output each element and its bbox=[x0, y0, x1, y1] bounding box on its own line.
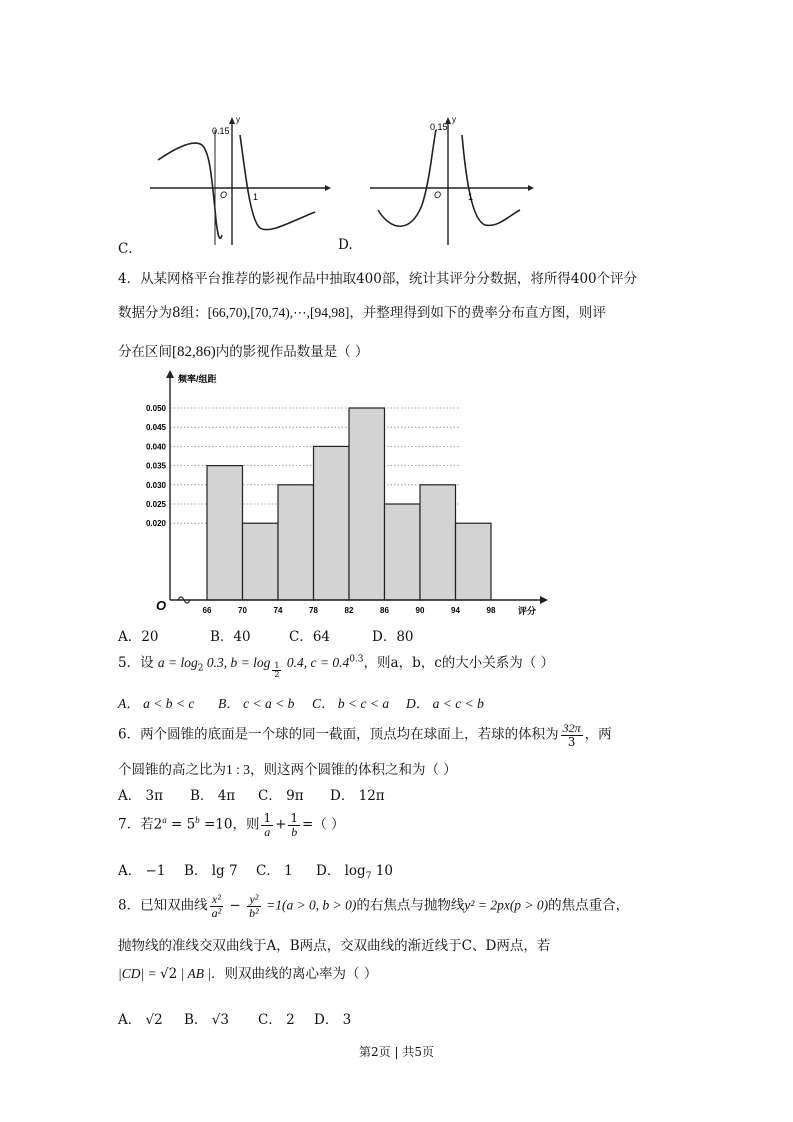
y-tick-label: 0.040 bbox=[145, 442, 166, 452]
q6-option-c: C． 9π bbox=[258, 788, 304, 804]
q7-eq-mid: = 5 bbox=[166, 816, 196, 833]
bar-94-98 bbox=[456, 523, 492, 600]
q5-option-b: B． c < a < b bbox=[218, 696, 295, 711]
q8-cd: |CD| = bbox=[118, 966, 161, 981]
q4-intervals: [66,70),[70,74),⋯,[94,98] bbox=[207, 305, 350, 320]
q5-option-a: A． a < b < c bbox=[118, 696, 195, 711]
q4-option-c: C．64 bbox=[289, 629, 331, 645]
q6-volume-den: 3 bbox=[567, 734, 576, 749]
q5-b-base-den: 2 bbox=[274, 670, 280, 679]
q7-frac1-num: 1 bbox=[263, 811, 272, 825]
q8-line3 bbox=[118, 962, 377, 982]
x-tick-label: 82 bbox=[344, 606, 354, 615]
q6-option-a: A． 3π bbox=[118, 788, 164, 804]
q6-option-b: B． 4π bbox=[190, 788, 236, 804]
q4-line3 bbox=[118, 340, 369, 361]
bar-86-90 bbox=[385, 504, 421, 600]
x-tick-label: 74 bbox=[273, 606, 283, 615]
y-tick-label: 0.045 bbox=[145, 423, 166, 433]
q7-frac1-den: a bbox=[264, 824, 271, 839]
q5-stem bbox=[118, 651, 554, 679]
q4-line1: 4．从某网格平台推荐的影视作品中抽取400部，统计其评分分数据，将所得400个评分 bbox=[118, 271, 638, 287]
q8-line2: 抛物线的准线交双曲线于A，B两点，交双曲线的渐近线于C、D两点，若 bbox=[118, 938, 551, 954]
q6-volume-num: 32π bbox=[562, 721, 581, 735]
option-d-label: D. bbox=[338, 237, 353, 253]
q8-condition: =1(a > 0, b > 0) bbox=[262, 897, 357, 913]
q5-b-expr: b = log bbox=[230, 655, 271, 670]
q5-a-base: 2 bbox=[197, 663, 204, 674]
page-footer: 第2页 | 共5页 bbox=[359, 1045, 434, 1059]
q7-plus: + bbox=[275, 816, 287, 833]
q8-y-den: b² bbox=[249, 905, 259, 920]
q7-option-d-base: 7 bbox=[365, 871, 372, 882]
q6-option-d: D． 12π bbox=[330, 788, 385, 804]
q6-line1 bbox=[118, 722, 612, 748]
option-d-graph bbox=[360, 110, 560, 250]
q4-option-a: A．20 bbox=[118, 629, 159, 645]
q4-interval: [82,86) bbox=[172, 344, 216, 360]
x-tick-label: 90 bbox=[415, 606, 425, 615]
y-tick-label: 0.050 bbox=[145, 404, 166, 413]
q8-minus: − bbox=[225, 897, 246, 914]
q8-ab: | AB | bbox=[177, 966, 212, 981]
x-tick-label: 98 bbox=[486, 606, 496, 615]
q4-line3-a: 分在区间 bbox=[118, 344, 172, 360]
q8-line3-tail: ．则双曲线的离心率为（ ） bbox=[211, 966, 378, 982]
q7-option-d-arg: 10 bbox=[371, 863, 393, 879]
frequency-histogram bbox=[130, 368, 570, 618]
option-c-origin: O bbox=[220, 190, 228, 200]
q4-option-d: D．80 bbox=[372, 629, 414, 645]
q8-line1 bbox=[118, 893, 629, 919]
q6-line2 bbox=[118, 758, 457, 778]
q5-option-c: C． b < c < a bbox=[312, 696, 390, 711]
q8-line1-b: 的右焦点与抛物线 bbox=[356, 897, 465, 914]
q5-b-arg: 0.4, bbox=[283, 655, 311, 670]
q7-tail: =（ ） bbox=[302, 816, 345, 833]
q5-a-arg: 0.3, bbox=[203, 655, 231, 670]
y-tick-label: 0.025 bbox=[145, 500, 166, 509]
option-c-label: C． bbox=[118, 241, 142, 257]
option-d-x-tick: 1 bbox=[468, 192, 474, 202]
option-c-y-axis-label: y bbox=[236, 115, 240, 124]
q7-option-d bbox=[316, 859, 393, 882]
bar-90-94 bbox=[420, 485, 456, 600]
x-tick-label: 94 bbox=[451, 606, 460, 615]
q8-line1-c: 的焦点重合， bbox=[548, 897, 630, 914]
q4-line2-a: 数据分为8组： bbox=[118, 305, 208, 321]
x-tick-label: 70 bbox=[238, 606, 247, 615]
bar-78-82 bbox=[314, 446, 350, 600]
q8-option-a: A． √2 bbox=[118, 1012, 163, 1028]
q6-line1-b: ，两 bbox=[584, 726, 612, 743]
q7-option-a: A． −1 bbox=[118, 863, 166, 879]
option-d-y-tick: 0.15 bbox=[430, 122, 448, 132]
q5-prefix: 5．设 bbox=[118, 655, 154, 671]
q7-eq-b: b bbox=[195, 815, 200, 826]
bar-66-70 bbox=[207, 466, 243, 600]
q5-b-base-num: 1 bbox=[274, 660, 280, 670]
x-tick-label: 66 bbox=[202, 606, 212, 615]
q7-option-b: B． lg 7 bbox=[184, 863, 238, 879]
q8-option-d: D． 3 bbox=[314, 1012, 352, 1028]
q5-c-expr: c = 0.4 bbox=[310, 655, 350, 670]
q7-stem bbox=[118, 812, 345, 838]
option-c-x-tick: 1 bbox=[253, 192, 259, 202]
q4-line2 bbox=[118, 301, 606, 321]
x-tick-label: 78 bbox=[309, 606, 318, 615]
q7-option-d-log: D． log bbox=[316, 863, 366, 879]
q7-eq-base: 2 bbox=[153, 816, 163, 833]
q7-option-c: C． 1 bbox=[256, 863, 293, 879]
y-tick-label: 0.035 bbox=[145, 461, 166, 471]
x-axis-label: 评分 bbox=[518, 606, 537, 616]
option-c-graph bbox=[140, 110, 340, 250]
y-axis-arrow bbox=[166, 370, 174, 378]
x-axis-arrow bbox=[540, 596, 548, 604]
q7-frac2-num: 1 bbox=[290, 811, 299, 825]
y-tick-label: 0.020 bbox=[145, 519, 166, 529]
q8-option-c: C． 2 bbox=[258, 1012, 295, 1028]
bar-70-74 bbox=[243, 523, 279, 600]
q4-line3-b: 内的影视作品数量是（ ） bbox=[215, 344, 369, 360]
y-axis-label: 频率/组距 bbox=[178, 374, 217, 384]
q8-sqrt2: √2 bbox=[160, 966, 178, 982]
y-tick-label: 0.030 bbox=[145, 480, 166, 490]
q7-frac2-den: b bbox=[291, 824, 298, 839]
q5-c-exp: 0.3 bbox=[349, 654, 364, 665]
q6-ratio: 1 : 3 bbox=[226, 762, 251, 777]
q7-then: ，则 bbox=[232, 816, 260, 833]
bar-74-78 bbox=[278, 485, 314, 600]
q5-a-expr: a = log bbox=[157, 655, 198, 670]
q8-x-num: x² bbox=[210, 893, 224, 907]
q4-line2-b: ，并整理得到如下的费率分布直方图，则评 bbox=[349, 305, 606, 321]
q8-option-b: B． √3 bbox=[184, 1012, 229, 1028]
q5-suffix: ，则a，b，c的大小关系为（ ） bbox=[363, 655, 555, 671]
q8-line1-a: 8．已知双曲线 bbox=[118, 897, 208, 914]
q7-eq-a: a bbox=[162, 815, 167, 826]
q6-line1-a: 6．两个圆锥的底面是一个球的同一截面，顶点均在球面上，若球的体积为 bbox=[118, 726, 559, 743]
q8-x-den: a² bbox=[211, 905, 222, 920]
bar-82-86 bbox=[349, 408, 385, 600]
q6-line2-a: 个圆锥的高之比为 bbox=[118, 762, 226, 778]
q8-parabola: y² = 2px(p > 0) bbox=[464, 897, 549, 913]
option-d-origin: O bbox=[434, 190, 442, 200]
q5-option-d: D． a < c < b bbox=[406, 696, 484, 711]
q7-eq-end: =10 bbox=[199, 816, 233, 833]
q6-line2-b: ，则这两个圆锥的体积之和为（ ） bbox=[250, 762, 457, 778]
q8-y-num: y² bbox=[247, 893, 261, 907]
q4-option-b: B．40 bbox=[210, 629, 251, 645]
origin-label: O bbox=[156, 598, 167, 613]
x-tick-label: 86 bbox=[380, 606, 389, 615]
option-c-y-tick: 0.15 bbox=[212, 126, 230, 136]
q7-prefix: 7．若 bbox=[118, 816, 154, 833]
option-d-y-axis-label: y bbox=[452, 115, 456, 124]
